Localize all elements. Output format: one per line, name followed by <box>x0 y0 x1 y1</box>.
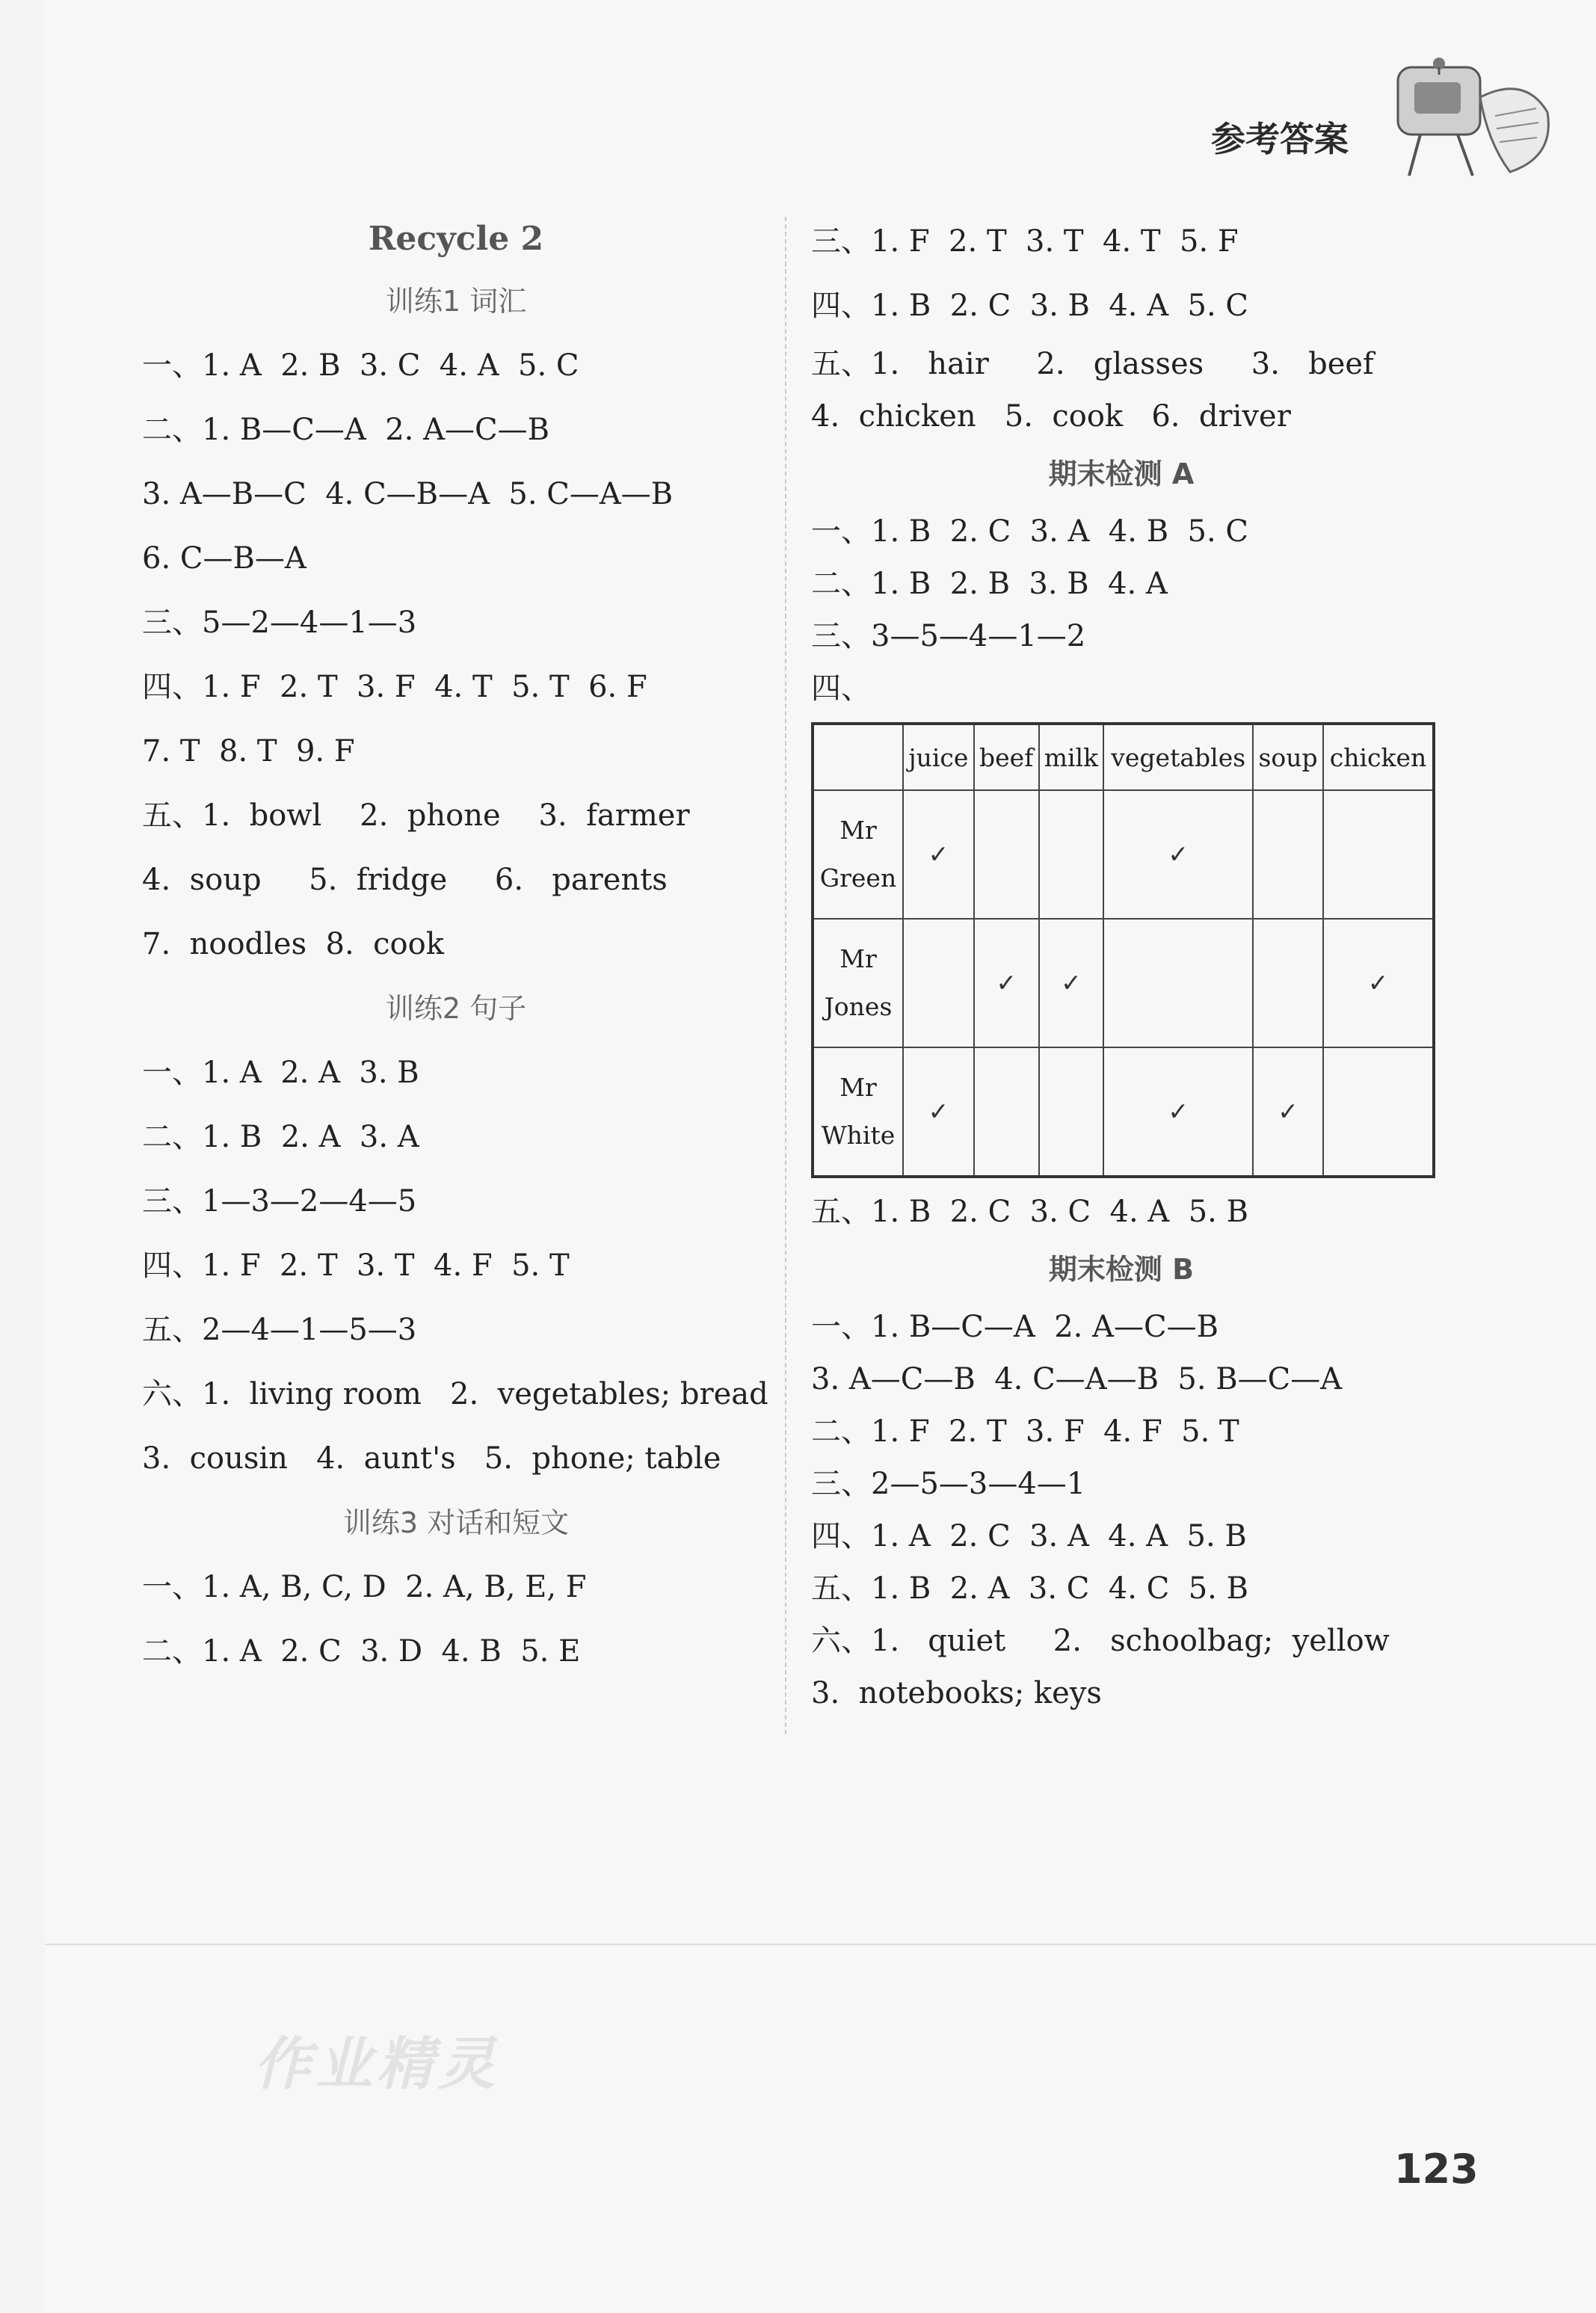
table-header-cell: soup <box>1253 724 1323 790</box>
check-cell <box>1039 1047 1104 1177</box>
answer-line: 四、1. F 2. T 3. T 4. F 5. T <box>142 1248 570 1283</box>
answer-line: 五、1. B 2. C 3. C 4. A 5. B <box>811 1195 1248 1229</box>
answer-line: 二、1. B—C—A 2. A—C—B <box>142 413 549 447</box>
answer-line: 7. T 8. T 9. F <box>142 734 355 769</box>
check-cell <box>1323 1047 1434 1177</box>
table-header-row <box>813 724 1434 790</box>
check-cell: ✓ <box>1323 919 1434 1047</box>
answer-line: 三、5—2—4—1—3 <box>142 606 417 640</box>
table-header-cell <box>813 724 903 790</box>
check-cell: ✓ <box>1103 1047 1253 1177</box>
answer-line: 一、1. B—C—A 2. A—C—B <box>811 1310 1218 1344</box>
check-cell: ✓ <box>903 790 974 919</box>
answer-line: 三、1. F 2. T 3. T 4. T 5. F <box>811 224 1239 259</box>
answer-line: 一、1. A, B, C, D 2. A, B, E, F <box>142 1570 587 1604</box>
answer-line: 三、1—3—2—4—5 <box>142 1184 417 1219</box>
table-row <box>813 790 1434 919</box>
table-header-cell: milk <box>1039 724 1104 790</box>
table-header-cell: vegetables <box>1103 724 1253 790</box>
section-heading-sentences: 训练2 句子 <box>385 992 527 1025</box>
check-cell <box>1103 919 1253 1047</box>
answer-line: 4. soup 5. fridge 6. parents <box>142 863 668 897</box>
section-heading-vocab: 训练1 词汇 <box>385 285 527 318</box>
answer-line: 二、1. B 2. B 3. B 4. A <box>811 567 1168 601</box>
answer-line: 3. A—C—B 4. C—A—B 5. B—C—A <box>811 1362 1343 1396</box>
answer-line: 二、1. F 2. T 3. F 4. F 5. T <box>811 1414 1239 1449</box>
section-heading-dialogue: 训练3 对话和短文 <box>342 1506 570 1539</box>
answer-line: 六、1. quiet 2. schoolbag; yellow <box>811 1624 1390 1658</box>
answer-line: 一、1. B 2. C 3. A 4. B 5. C <box>811 514 1248 549</box>
answer-line: 四、1. A 2. C 3. A 4. A 5. B <box>811 1519 1247 1553</box>
check-cell <box>974 790 1039 919</box>
name-surname: White <box>821 1121 896 1150</box>
column-divider <box>785 217 786 1734</box>
name-title: Mr <box>839 816 877 845</box>
answer-line: 四、1. B 2. C 3. B 4. A 5. C <box>811 289 1248 323</box>
table-row <box>813 919 1434 1047</box>
name-title: Mr <box>839 1073 877 1102</box>
food-table <box>811 722 1435 1178</box>
table-row <box>813 1047 1434 1177</box>
check-cell: ✓ <box>903 1047 974 1177</box>
recycle-title: Recycle 2 <box>368 220 544 258</box>
answer-line: 一、1. A 2. B 3. C 4. A 5. C <box>142 348 579 383</box>
table-header-cell: juice <box>903 724 974 790</box>
answer-line: 六、1. living room 2. vegetables; bread <box>142 1377 768 1411</box>
answer-line: 7. noodles 8. cook <box>142 927 444 961</box>
mascot-robot-icon <box>1368 45 1562 202</box>
answer-line: 3. A—B—C 4. C—B—A 5. C—A—B <box>142 477 674 511</box>
answer-line: 3. notebooks; keys <box>811 1676 1102 1710</box>
check-cell <box>974 1047 1039 1177</box>
answer-line: 五、2—4—1—5—3 <box>142 1313 417 1347</box>
check-cell <box>1253 919 1323 1047</box>
row-name-cell <box>813 790 903 919</box>
answer-line: 3. cousin 4. aunt's 5. phone; table <box>142 1441 721 1476</box>
answer-line: 一、1. A 2. A 3. B <box>142 1056 419 1090</box>
right-column <box>811 209 1432 1719</box>
answer-line: 三、3—5—4—1—2 <box>811 619 1086 653</box>
check-cell <box>1039 790 1104 919</box>
answer-line: 三、2—5—3—4—1 <box>811 1467 1086 1501</box>
name-surname: Jones <box>824 992 893 1021</box>
section-heading-test-b: 期末检测 B <box>1048 1253 1195 1286</box>
answer-line: 五、1. hair 2. glasses 3. beef <box>811 347 1374 381</box>
answer-line: 二、1. A 2. C 3. D 4. B 5. E <box>142 1634 581 1669</box>
answer-line: 四、 <box>811 671 871 706</box>
answer-line: 二、1. B 2. A 3. A <box>142 1120 419 1154</box>
check-cell: ✓ <box>1039 919 1104 1047</box>
row-name-cell <box>813 1047 903 1177</box>
check-cell: ✓ <box>974 919 1039 1047</box>
section-heading-test-a: 期末检测 A <box>1048 458 1195 490</box>
answer-line: 五、1. B 2. A 3. C 4. C 5. B <box>811 1571 1248 1606</box>
check-cell: ✓ <box>1253 1047 1323 1177</box>
header-title: 参考答案 <box>1211 119 1349 159</box>
answer-line: 4. chicken 5. cook 6. driver <box>811 399 1291 434</box>
table-header-cell: beef <box>974 724 1039 790</box>
answer-line: 6. C—B—A <box>142 541 306 576</box>
check-cell: ✓ <box>1103 790 1253 919</box>
watermark: 作业精灵 <box>254 2030 499 2097</box>
table-header-cell: chicken <box>1323 724 1434 790</box>
check-cell <box>903 919 974 1047</box>
left-column <box>142 209 770 1684</box>
answer-line: 四、1. F 2. T 3. F 4. T 5. T 6. F <box>142 670 647 704</box>
check-cell <box>1253 790 1323 919</box>
name-surname: Green <box>819 863 897 893</box>
check-cell <box>1323 790 1434 919</box>
page-number: 123 <box>1394 2146 1479 2193</box>
answer-line: 五、1. bowl 2. phone 3. farmer <box>142 798 690 833</box>
page-fold-line <box>45 1944 1596 1945</box>
name-title: Mr <box>839 944 877 973</box>
row-name-cell <box>813 919 903 1047</box>
